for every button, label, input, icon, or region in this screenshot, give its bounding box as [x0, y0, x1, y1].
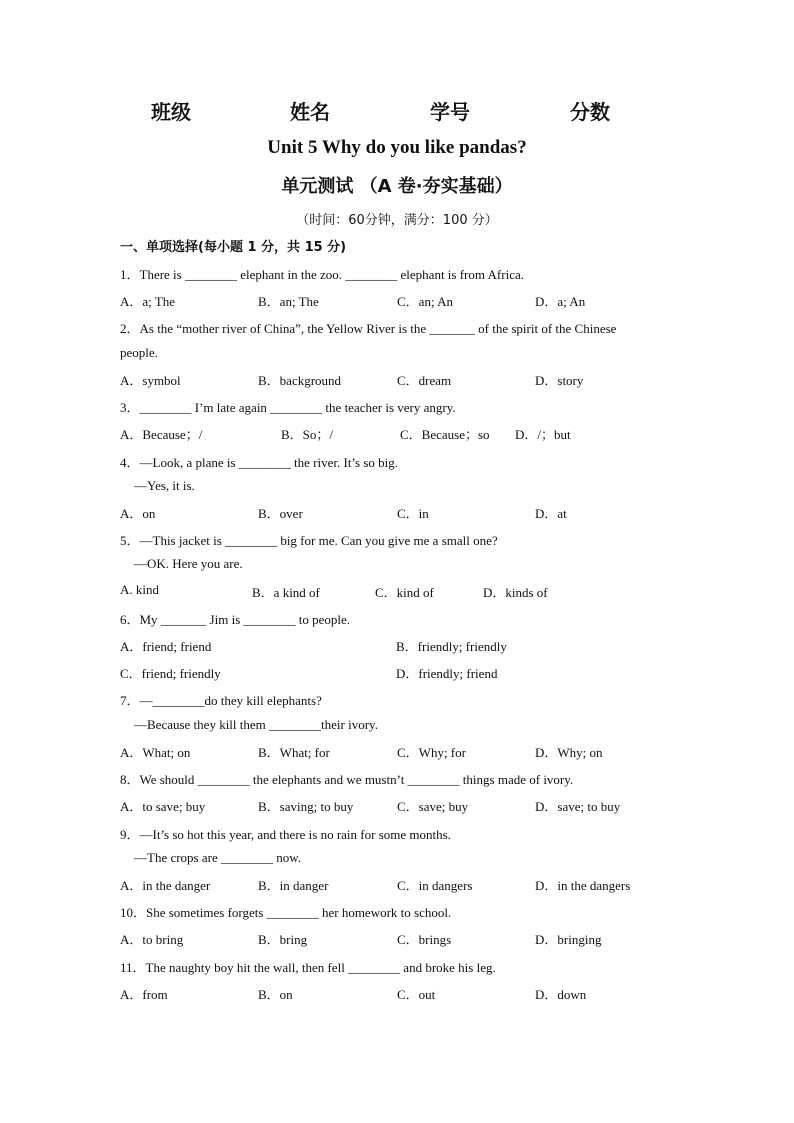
- option-c: C．friend; friendly: [120, 666, 221, 681]
- question-7-reply: —Because they kill them ________their ivory.: [134, 717, 378, 732]
- options-10: [120, 929, 680, 947]
- option-c: C．Why; for: [397, 745, 466, 760]
- options-6b: [120, 663, 680, 681]
- option-d: D．/；but: [515, 427, 571, 442]
- options-9: [120, 875, 680, 893]
- option-b: B．on: [258, 987, 293, 1002]
- question-2-cont: people.: [120, 345, 158, 360]
- option-a: A．a; The: [120, 294, 175, 309]
- option-c: C．Because；so: [400, 427, 490, 442]
- option-c: C．in: [397, 506, 429, 521]
- question-2: 2．As the “mother river of China”, the Yellow River is the _______ of the spirit of the Chinese: [120, 321, 617, 336]
- options-8: [120, 796, 680, 814]
- option-c: C．out: [397, 987, 436, 1002]
- option-d: D．Why; on: [535, 745, 603, 760]
- question-4: 4．—Look, a plane is ________ the river. It’s so big.: [120, 455, 399, 470]
- options-4: [120, 503, 680, 521]
- option-a: A．in the danger: [120, 878, 211, 893]
- options-11: [120, 984, 680, 1002]
- option-b: B．background: [258, 373, 342, 388]
- option-c: C．dream: [397, 373, 452, 388]
- option-b: B．an; The: [258, 294, 319, 309]
- class-label: 班级: [151, 100, 191, 124]
- question-1: 1．There is ________ elephant in the zoo. ________ elephant is from Africa.: [120, 267, 524, 282]
- option-b: B．over: [258, 506, 303, 521]
- option-b: B．friendly; friendly: [396, 639, 507, 654]
- question-3: 3．________ I’m late again ________ the teacher is very angry.: [120, 400, 456, 415]
- options-3: [120, 424, 680, 442]
- option-a: A．to bring: [120, 932, 184, 947]
- options-1: [120, 291, 680, 309]
- option-d: D．a; An: [535, 294, 586, 309]
- option-d: D．bringing: [535, 932, 602, 947]
- option-d: D．at: [535, 506, 567, 521]
- question-11: 11．The naughty boy hit the wall, then fell ________ and broke his leg.: [120, 960, 496, 975]
- question-5-reply: —OK. Here you are.: [134, 556, 243, 571]
- student-info-header: [0, 96, 794, 122]
- option-a: A．Because；/: [120, 427, 203, 442]
- question-10: 10．She sometimes forgets ________ her homework to school.: [120, 905, 452, 920]
- option-a: A. kind: [120, 582, 159, 597]
- option-c: C．an; An: [397, 294, 453, 309]
- question-5: 5．—This jacket is ________ big for me. Can you give me a small one?: [120, 533, 498, 548]
- option-b: B．a kind of: [252, 585, 320, 600]
- time-info: （时间：60分钟，满分：100 分）: [296, 213, 498, 228]
- option-d: D．friendly; friend: [396, 666, 498, 681]
- options-2: [120, 370, 680, 388]
- options-5: [120, 582, 680, 600]
- question-7: 7．—________do they kill elephants?: [120, 693, 322, 708]
- section-title: 一、单项选择(每小题 1 分，共 15 分): [120, 240, 347, 255]
- question-9-reply: —The crops are ________ now.: [134, 850, 302, 865]
- option-b: B．bring: [258, 932, 308, 947]
- option-d: D．story: [535, 373, 584, 388]
- id-label: 学号: [430, 100, 470, 124]
- option-d: D．down: [535, 987, 587, 1002]
- option-a: A．from: [120, 987, 168, 1002]
- option-b: B．What; for: [258, 745, 330, 760]
- page-title: Unit 5 Why do you like pandas?: [267, 137, 527, 158]
- option-d: D．save; to buy: [535, 799, 621, 814]
- option-d: D．in the dangers: [535, 878, 631, 893]
- option-a: A．friend; friend: [120, 639, 212, 654]
- option-a: A．symbol: [120, 373, 181, 388]
- option-a: A．to save; buy: [120, 799, 206, 814]
- option-c: C．kind of: [375, 585, 434, 600]
- option-a: A．on: [120, 506, 156, 521]
- question-6: 6．My _______ Jim is ________ to people.: [120, 612, 351, 627]
- option-b: B．in danger: [258, 878, 329, 893]
- question-8: 8．We should ________ the elephants and we mustn’t ________ things made of ivory.: [120, 772, 574, 787]
- option-c: C．in dangers: [397, 878, 473, 893]
- option-d: D．kinds of: [483, 585, 548, 600]
- question-9: 9．—It’s so hot this year, and there is no rain for some months.: [120, 827, 451, 842]
- option-b: B．saving; to buy: [258, 799, 354, 814]
- score-label: 分数: [570, 100, 610, 124]
- name-label: 姓名: [290, 100, 330, 124]
- option-c: C．brings: [397, 932, 452, 947]
- page-subtitle: 单元测试 （A 卷·夯实基础）: [281, 176, 513, 197]
- option-b: B．So；/: [281, 427, 334, 442]
- option-a: A．What; on: [120, 745, 191, 760]
- question-4-reply: —Yes, it is.: [134, 478, 195, 493]
- options-6a: [120, 636, 680, 654]
- option-c: C．save; buy: [397, 799, 469, 814]
- options-7: [120, 742, 680, 760]
